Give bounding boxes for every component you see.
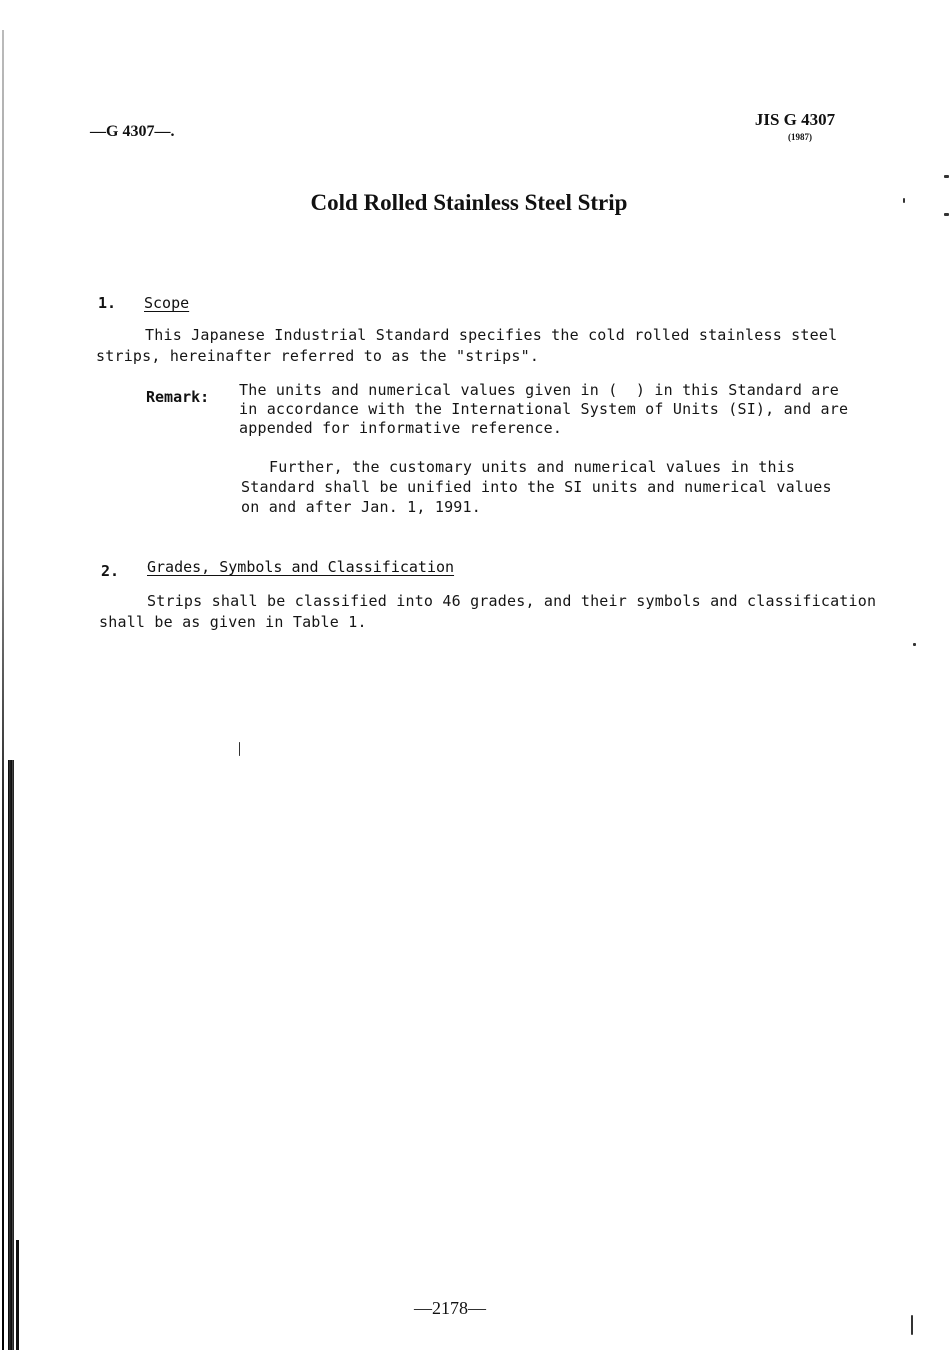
- section-1-number: 1.: [98, 294, 117, 312]
- header-standard-year: (1987): [788, 132, 812, 142]
- scan-speck: [944, 175, 949, 178]
- header-document-code: —G 4307—.: [90, 123, 175, 140]
- section-2-heading: Grades, Symbols and Classification: [147, 558, 455, 576]
- remark-paragraph-2: [241, 457, 832, 517]
- page-number: —2178—: [414, 1298, 486, 1318]
- section-2-number: 2.: [101, 562, 120, 580]
- section-1-heading: Scope: [144, 294, 190, 312]
- scan-speck: [911, 1315, 913, 1335]
- remark-label: Remark:: [146, 388, 210, 406]
- remark-p2-line-1: Further, the customary units and numerical values in this: [269, 458, 796, 476]
- remark-p2-line-3: on and after Jan. 1, 1991.: [241, 498, 481, 516]
- scan-binding-edge: [2, 30, 4, 1350]
- section-2-line-2: shall be as given in Table 1.: [99, 613, 367, 631]
- remark-p1-line-3: appended for informative reference.: [239, 419, 563, 437]
- section-2-line-1: Strips shall be classified into 46 grades, and their symbols and classification: [147, 592, 877, 610]
- section-1-line-1: This Japanese Industrial Standard specifies the cold rolled stainless steel: [145, 326, 838, 344]
- remark-p1-line-2: in accordance with the International System of Units (SI), and are: [239, 400, 849, 418]
- scan-binding-shadow: [8, 760, 14, 1350]
- section-1-paragraph: [96, 325, 837, 367]
- scan-speck: [913, 643, 916, 646]
- scan-binding-shadow-lower: [16, 1240, 19, 1350]
- remark-p2-line-2: Standard shall be unified into the SI units and numerical values: [241, 478, 832, 496]
- page-title: Cold Rolled Stainless Steel Strip: [310, 190, 628, 215]
- section-2-paragraph: [99, 591, 876, 633]
- section-1-line-2: strips, hereinafter referred to as the "strips".: [96, 347, 540, 365]
- header-standard-code: JIS G 4307: [754, 110, 836, 129]
- remark-paragraph-1: [239, 381, 848, 438]
- header-standard-id: [740, 110, 850, 142]
- scan-speck: [239, 742, 240, 756]
- scan-speck: [944, 213, 949, 216]
- remark-p1-line-1: The units and numerical values given in ( ) in this Standard are: [239, 381, 839, 399]
